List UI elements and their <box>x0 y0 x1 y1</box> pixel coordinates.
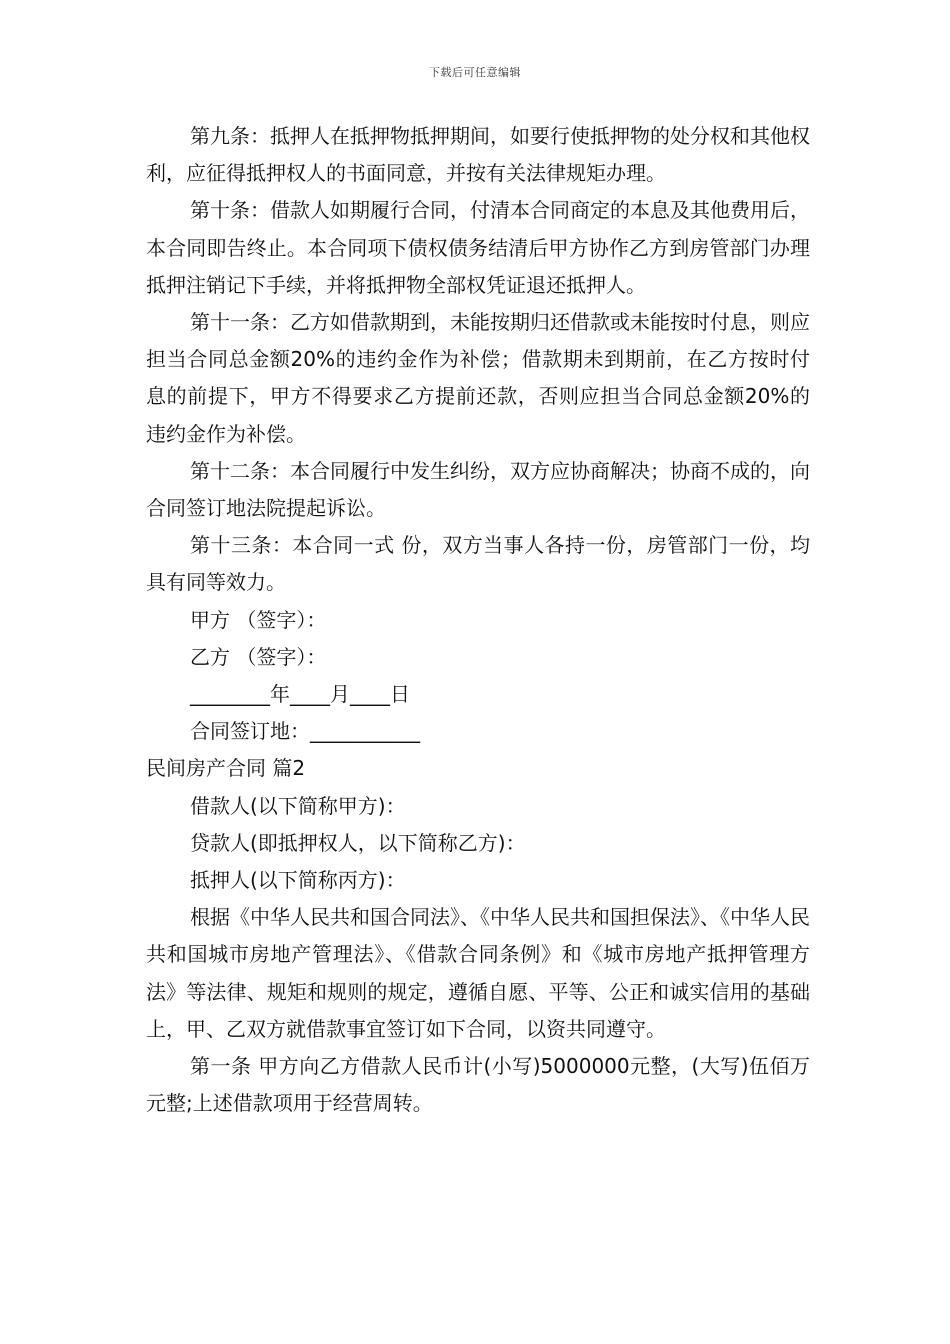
lender-line: 贷款人(即抵押权人，以下简称乙方)： <box>190 830 526 855</box>
page-header-watermark: 下载后可任意编辑 <box>429 66 521 79</box>
article-11: 第十一条：乙方如借款期到，未能按期归还借款或未能按时付息，则应担当合同总金额20%的违约金作为补偿；借款期未到期前，在乙方按时付息的前提下，甲方不得要求乙方提前还款，否则应担当合同总金额20%的违约金作为补偿。 <box>146 310 810 446</box>
article-10: 第十条：借款人如期履行合同，付清本合同商定的本息及其他费用后，本合同即告终止。本合同项下债权债务结清后甲方协作乙方到房管部门办理抵押注销记下手续，并将抵押物全部权凭证退还抵押人。 <box>146 198 810 297</box>
signing-place: 合同签订地：___________ <box>190 719 420 744</box>
mortgagor-line: 抵押人(以下简称丙方)： <box>190 868 406 893</box>
party-b-signature: 乙方 （签字）： <box>190 644 327 669</box>
article-9: 第九条：抵押人在抵押物抵押期间，如要行使抵押物的处分权和其他权利，应征得抵押权人的书面同意，并按有关法律规矩办理。 <box>146 124 810 186</box>
article-12: 第十二条：本合同履行中发生纠纷，双方应协商解决；协商不成的，向合同签订地法院提起诉讼。 <box>146 458 810 521</box>
section-title: 民间房产合同 篇2 <box>146 756 306 781</box>
date-line: ________年____月____日 <box>190 682 410 707</box>
party-a-signature: 甲方 （签字）： <box>190 607 327 632</box>
article-13: 第十三条：本合同一式 份，双方当事人各持一份，房管部门一份，均具有同等效力。 <box>146 533 810 595</box>
preamble: 根据《中华人民共和国合同法》、《中华人民共和国担保法》、《中华人民共和国城市房地产管理法》、《借款合同条例》和《城市房地产抵押管理方法》等法律、规矩和规则的规定，遵循自愿、平等、公正和诚实信用的基础上，甲、乙双方就借款事宜签订如下合同，以资共同遵守。 <box>146 905 810 1041</box>
document-body <box>146 118 810 1122</box>
article-1: 第一条 甲方向乙方借款人民币计(小写)5000000元整，(大写)伍佰万元整;上述借款项用于经营周转。 <box>146 1054 810 1116</box>
borrower-line: 借款人(以下简称甲方)： <box>190 793 406 818</box>
